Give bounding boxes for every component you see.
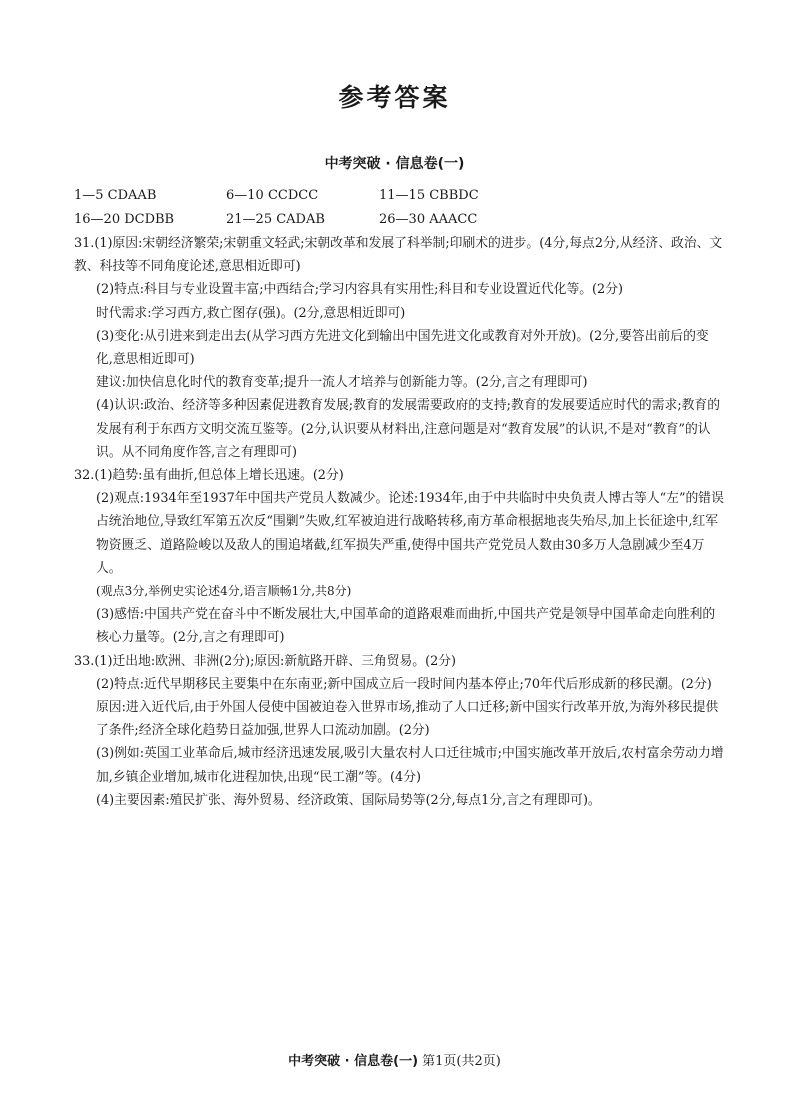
answer-paragraph: (2)特点:近代早期移民主要集中在东南亚;新中国成立后一段时间内基本停止;70年代后形成新的移民潮。(2分)原因:进入近代后,由于外国人侵使中国被迫卷入世界市场,推动了人口迁移;新中国实行改革开放,为海外移民提供了条件;经济全球化趋势日益加强,世界人口流动加剧。(2分): [96, 676, 719, 739]
answer-text: (1)迁出地:欧洲、非洲(2分);原因:新航路开辟、三角贸易。(2分): [94, 653, 457, 669]
page-title: 参考答案: [338, 83, 451, 112]
essay-answers: [74, 232, 724, 812]
answer-paragraph: (4)认识:政治、经济等多种因素促进教育发展;教育的发展需要政府的支持;教育的发展要适应时代的需求;教育的发展有利于东西方文明交流互鉴等。(2分,认识要从材料出,注意问题是对“教育发展”的认识,不是对“教育”的认识。从不同角度作答,言之有理即可): [96, 398, 721, 460]
mc-cell: 6—10 CCDCC: [226, 188, 319, 203]
answer-paragraph: (2)特点:科目与专业设置丰富;中西结合;学习内容具有实用性;科目和专业设置近代化等。(2分): [96, 282, 623, 298]
mc-cell: 26—30 AAACC: [379, 212, 478, 227]
answer-paragraph: [74, 464, 724, 487]
mc-row: [74, 184, 674, 208]
answer-text: (1)原因:宋朝经济繁荣;宋朝重文轻武;宋朝改革和发展了科举制;印刷术的进步。(4分,每点2分,从经济、政治、文教、科技等不同角度论述,意思相近即可): [74, 236, 723, 275]
answer-paragraph: (3)感悟:中国共产党在奋斗中不断发展壮大,中国革命的道路艰难而曲折,中国共产党是领导中国革命走向胜利的核心力量等。(2分,言之有理即可): [96, 607, 716, 646]
answer-text: (1)趋势:虽有曲折,但总体上增长迅速。(2分): [94, 468, 344, 484]
answer-paragraph: [74, 650, 724, 673]
mc-cell: 16—20 DCDBB: [74, 212, 175, 227]
mc-cell: 11—15 CBBDC: [379, 188, 479, 203]
question-31: [74, 232, 724, 464]
question-32: [74, 464, 724, 650]
answer-paragraph: 时代需求:学习西方,救亡图存(强)。(2分,意思相近即可): [96, 305, 406, 321]
question-number: 33.: [74, 653, 95, 669]
question-number: 32.: [74, 468, 95, 484]
question-33: [74, 650, 724, 812]
mc-cell: 21—25 CADAB: [226, 212, 325, 227]
exam-subtitle: 中考突破 · 信息卷(一): [324, 156, 465, 172]
answer-paragraph: 建议:加快信息化时代的教育变革;提升一流人才培养与创新能力等。(2分,言之有理即可): [96, 375, 588, 391]
answer-paragraph: [74, 232, 724, 278]
footer-page-number: 第1页(共2页): [422, 1054, 501, 1069]
question-number: 31.: [74, 236, 95, 251]
multiple-choice-answers: [74, 184, 674, 232]
page-footer: [0, 1050, 789, 1069]
answer-paragraph: (4)主要因素:殖民扩张、海外贸易、经济政策、国际局势等(2分,每点1分,言之有理即可)。: [96, 792, 601, 808]
answer-paragraph: (3)例如:英国工业革命后,城市经济迅速发展,吸引大量农村人口迁往城市;中国实施改革开放后,农村富余劳动力增加,乡镇企业增加,城市化进程加快,出现“民工潮”等。(4分): [96, 746, 724, 785]
mc-row: [74, 208, 674, 232]
scoring-note: (观点3分,举例史实论述4分,语言顺畅1分,共8分): [96, 584, 352, 599]
mc-cell: 1—5 CDAAB: [74, 188, 157, 203]
answer-paragraph: (3)变化:从引进来到走出去(从学习西方先进文化到输出中国先进文化或教育对外开放)。(2分,要答出前后的变化,意思相近即可): [96, 328, 709, 368]
answer-paragraph: (2)观点:1934年至1937年中国共产党员人数减少。论述:1934年,由于中共临时中央负责人博古等人“左”的错误占统治地位,导致红军第五次反“围剿”失败,红军被迫进行战略转移,南方革命根据地丧失殆尽,加上长征途中,红军物资匮乏、道路险峻以及敌人的围追堵截,红军损失严重,使得中国共产党党员人数由30多万人急剧减少至4万人。: [96, 491, 724, 576]
footer-exam-name: 中考突破 · 信息卷(一): [288, 1054, 419, 1069]
